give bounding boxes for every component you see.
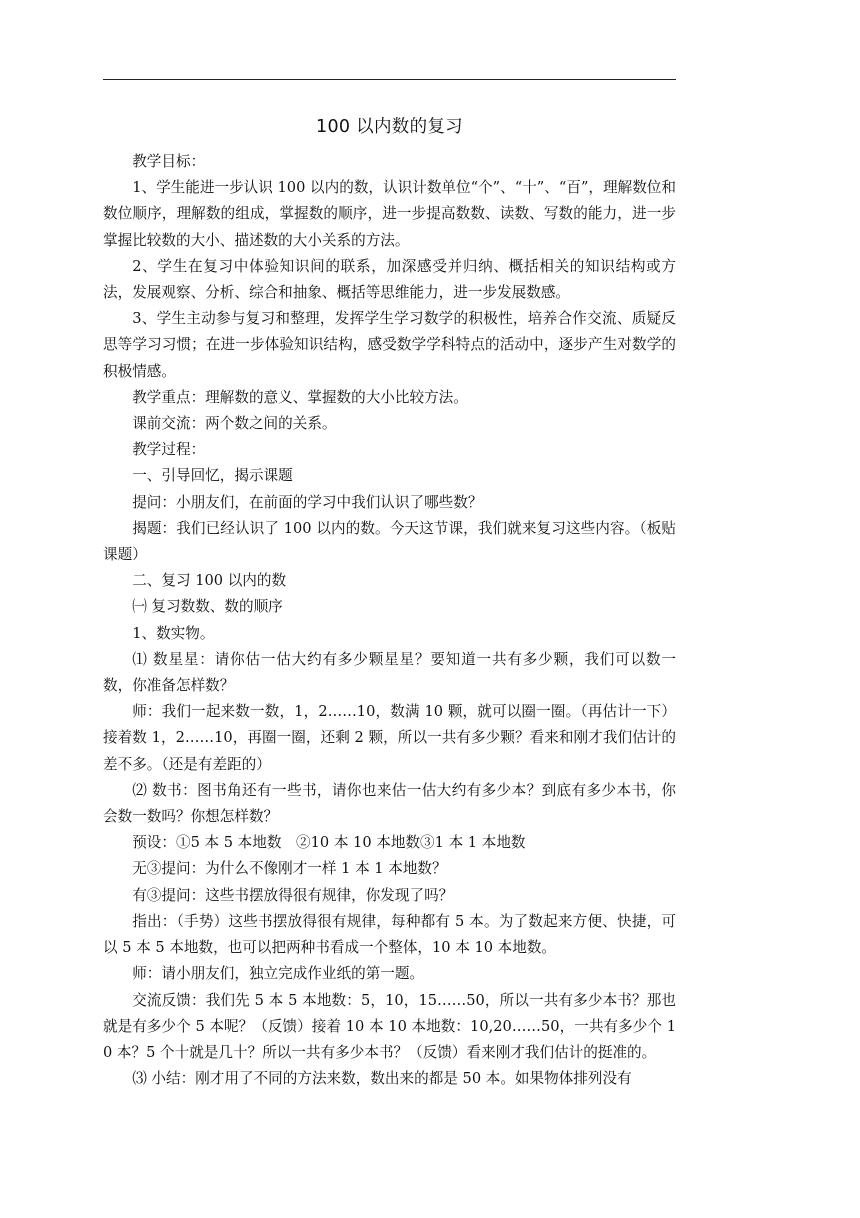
paragraph-objective-1: 1、学生能进一步认识 100 以内的数，认识计数单位“个”、“十”、“百”，理解数位和数位顺序，理解数的组成，掌握数的顺序，进一步提高数数、读数、写数的能力，进一步掌握比较数的大小、描述数的大小关系的方法。 bbox=[103, 179, 676, 249]
paragraph-teacher-count: 师：我们一起来数一数，1，2……10，数满 10 颗，就可以圈一圈。（再估计一下）接着数 1，2……10，再圈一圈，还剩 2 颗，所以一共有多少颗？看来和刚才我们估计的差不多。（还是有差距的） bbox=[103, 703, 676, 773]
paragraph-count-objects: 1、数实物。 bbox=[132, 624, 215, 642]
header-rule bbox=[103, 79, 676, 80]
paragraph-preset: 预设：①5 本 5 本地数 ②10 本 10 本地数③1 本 1 本地数 bbox=[132, 834, 526, 852]
paragraph-count-books: ⑵ 数书：图书角还有一些书，请你也来估一估大约有多少本？到底有多少本书，你会数一数吗？你想怎样数？ bbox=[103, 781, 676, 826]
paragraph-feedback: 交流反馈：我们先 5 本 5 本地数：5，10，15……50，所以一共有多少本书？那也就是有多少个 5 本呢？（反馈）接着 10 本 10 本地数：10,20……50，一共有多少个 10 本？5 个十就是几十？所以一共有多少本书？（反馈）看来刚才我们估计的挺准的。 bbox=[103, 991, 676, 1061]
paragraph-reveal: 揭题：我们已经认识了 100 以内的数。今天这节课，我们就来复习这些内容。（板贴课题） bbox=[103, 519, 676, 564]
paragraph-section-2: 二、复习 100 以内的数 bbox=[132, 572, 287, 590]
document-title: 100 以内数的复习 bbox=[316, 117, 463, 137]
paragraph-pre-class: 课前交流：两个数之间的关系。 bbox=[132, 415, 337, 433]
paragraph-subsection-1: ㈠ 复习数数、数的顺序 bbox=[132, 598, 283, 616]
paragraph-worksheet: 师：请小朋友们，独立完成作业纸的第一题。 bbox=[132, 965, 425, 983]
paragraph-point-out: 指出：（手势）这些书摆放得很有规律，每种都有 5 本。为了数起来方便、快捷，可以 5 本 5 本地数，也可以把两种书看成一个整体，10 本 10 本地数。 bbox=[103, 912, 676, 957]
paragraph-question: 提问：小朋友们，在前面的学习中我们认识了哪些数？ bbox=[132, 493, 483, 511]
document-body bbox=[103, 149, 676, 1092]
paragraph-count-stars: ⑴ 数星星：请你估一估大约有多少颗星星？要知道一共有多少颗，我们可以数一数，你准备怎样数？ bbox=[103, 650, 676, 695]
paragraph-key-points: 教学重点：理解数的意义、掌握数的大小比较方法。 bbox=[132, 388, 468, 406]
paragraph-summary: ⑶ 小结：刚才用了不同的方法来数，数出来的都是 50 本。如果物体排列没有 bbox=[132, 1070, 632, 1088]
paragraph-objectives-heading: 教学目标： bbox=[132, 153, 206, 170]
paragraph-section-1: 一、引导回忆，揭示课题 bbox=[132, 467, 293, 485]
paragraph-objective-2: 2、学生在复习中体验知识间的联系，加深感受并归纳、概括相关的知识结构或方法，发展观察、分析、综合和抽象、概括等思维能力，进一步发展数感。 bbox=[103, 257, 676, 302]
paragraph-process-heading: 教学过程： bbox=[132, 441, 206, 459]
paragraph-question-without: 无③提问：为什么不像刚才一样 1 本 1 本地数？ bbox=[132, 860, 447, 878]
paragraph-objective-3: 3、学生主动参与复习和整理，发挥学生学习数学的积极性，培养合作交流、质疑反思等学习习惯；在进一步体验知识结构，感受数学学科特点的活动中，逐步产生对数学的积极情感。 bbox=[103, 310, 676, 380]
paragraph-question-with: 有③提问：这些书摆放得很有规律，你发现了吗？ bbox=[132, 886, 454, 904]
